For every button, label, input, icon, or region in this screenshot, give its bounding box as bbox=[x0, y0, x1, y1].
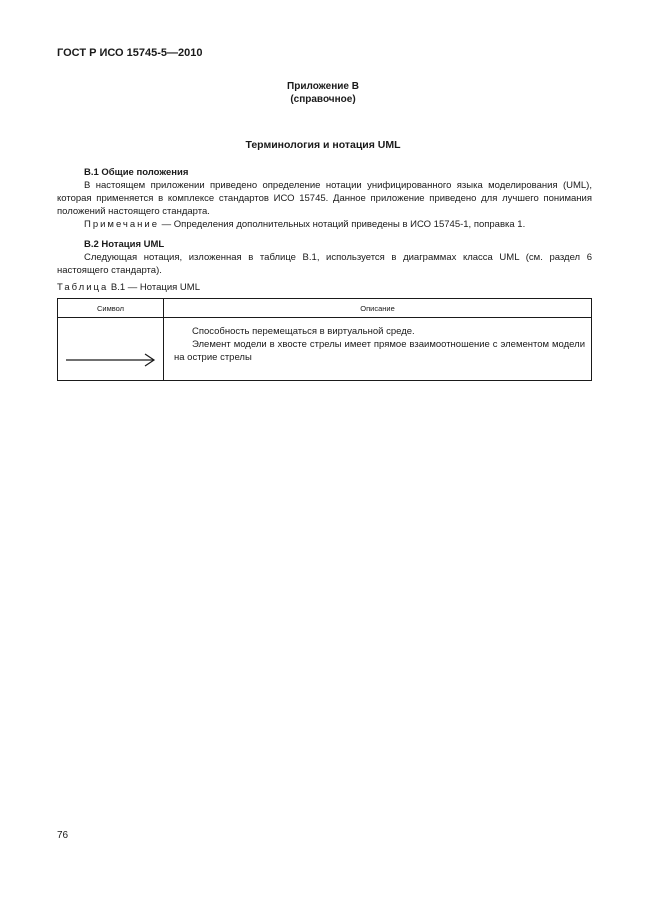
uml-notation-table bbox=[57, 298, 592, 381]
b2-paragraph-text: Следующая нотация, изложенная в таблице В.1, используется в диаграммах класса UML (см. раздел 6 настоящего стандарта). bbox=[57, 252, 592, 276]
annex-subtitle: (справочное) bbox=[290, 94, 356, 105]
header-description: Описание bbox=[164, 299, 592, 318]
table-caption bbox=[57, 281, 200, 294]
note-label: Примечание bbox=[84, 219, 159, 230]
page-number: 76 bbox=[57, 830, 69, 841]
description-cell bbox=[164, 318, 592, 381]
description-line-2: Элемент модели в хвосте стрелы имеет прямое взаимоотношение с элементом модели на острие стрелы bbox=[174, 339, 585, 363]
b1-paragraph bbox=[57, 179, 592, 218]
b2-heading: В.2 Нотация UML bbox=[84, 239, 165, 250]
document-code: ГОСТ Р ИСО 15745-5—2010 bbox=[57, 47, 203, 59]
b1-paragraph-text: В настоящем приложении приведено определение нотации унифицированного языка моделирования (UML), которая применяется в комплексе стандартов ИСО 15745. Данное приложение приведено для лучшего понимания положений настоящего стандарта. bbox=[57, 180, 592, 217]
table-header-row bbox=[58, 299, 592, 318]
table-row bbox=[58, 318, 592, 381]
note-text: — Определения дополнительных нотаций приведены в ИСО 15745-1, поправка 1. bbox=[159, 219, 526, 230]
b2-paragraph bbox=[57, 251, 592, 277]
note bbox=[84, 218, 592, 231]
annex-title: Приложение В bbox=[287, 81, 359, 92]
symbol-cell bbox=[58, 318, 164, 381]
navigation-arrow-icon bbox=[59, 319, 162, 375]
table-caption-text: В.1 — Нотация UML bbox=[108, 282, 200, 293]
b1-heading: В.1 Общие положения bbox=[84, 167, 189, 178]
description-line-1: Способность перемещаться в виртуальной среде. bbox=[192, 326, 415, 337]
table-caption-label: Таблица bbox=[57, 282, 109, 293]
section-title: Терминология и нотация UML bbox=[245, 139, 401, 151]
header-symbol: Символ bbox=[58, 299, 164, 318]
